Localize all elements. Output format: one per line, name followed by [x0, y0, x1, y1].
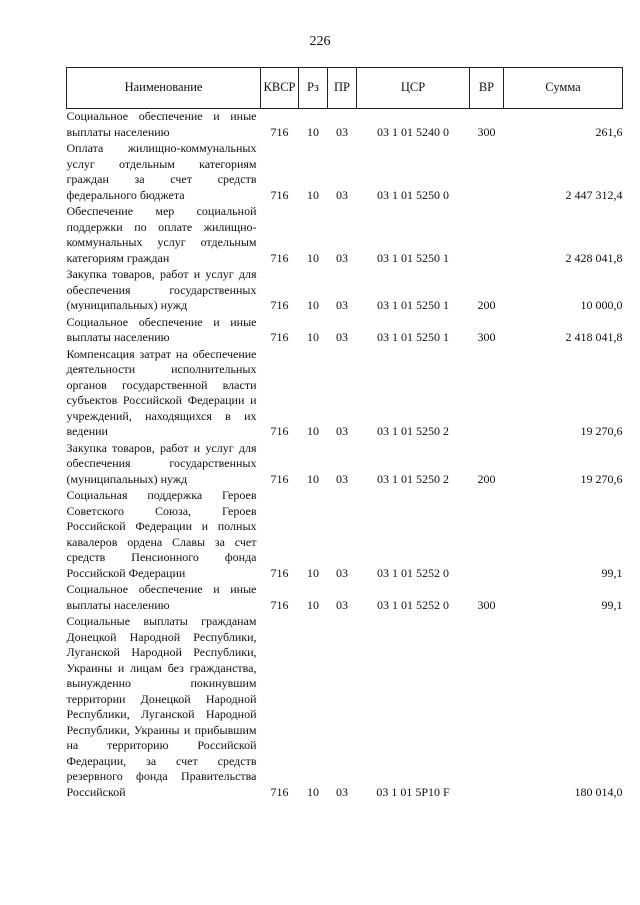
- header-csr: ЦСР: [357, 68, 470, 109]
- header-rz: Рз: [299, 68, 328, 109]
- cell-rz: 10: [307, 124, 319, 139]
- cell-pr: 03: [336, 250, 348, 265]
- cell-pr: 03: [336, 471, 348, 486]
- table-row: [67, 204, 623, 267]
- cell-kvsr: 716: [270, 424, 289, 438]
- cell-pr: 03: [336, 424, 348, 438]
- cell-csr: 03 1 01 5250 2: [377, 471, 449, 486]
- table-row: [67, 347, 623, 441]
- cell-vr: 300: [477, 124, 496, 139]
- cell-kvsr: 716: [270, 124, 289, 139]
- budget-table: [66, 67, 623, 801]
- cell-sum: 2 428 041,8: [565, 250, 623, 265]
- cell-pr: 03: [336, 187, 348, 202]
- cell-csr: 03 1 01 5250 1: [377, 250, 449, 265]
- table-row: [67, 267, 623, 315]
- cell-sum: 19 270,6: [580, 424, 623, 438]
- table-row: [67, 488, 623, 582]
- header-pr: ПР: [328, 68, 357, 109]
- cell-pr: 03: [336, 597, 348, 612]
- cell-csr: 03 1 01 5250 2: [377, 424, 449, 438]
- cell-kvsr: 716: [270, 187, 289, 202]
- cell-rz: 10: [307, 565, 319, 580]
- cell-name: Закупка товаров, работ и услуг для обеспечения государственных (муниципальных) нужд: [66, 440, 257, 486]
- cell-rz: 10: [307, 784, 319, 799]
- cell-kvsr: 716: [270, 471, 289, 486]
- cell-sum: 19 270,6: [580, 471, 623, 486]
- cell-name: Закупка товаров, работ и услуг для обеспечения государственных (муниципальных) нужд: [66, 267, 257, 312]
- cell-rz: 10: [307, 298, 319, 312]
- cell-csr: 03 1 01 5250 1: [377, 298, 449, 312]
- cell-csr: 03 1 01 5240 0: [377, 124, 449, 139]
- cell-sum: 10 000,0: [580, 298, 623, 312]
- table-row: [67, 614, 623, 801]
- cell-sum: 2 447 312,4: [565, 187, 623, 202]
- table-row: [67, 315, 623, 347]
- cell-pr: 03: [336, 784, 348, 799]
- cell-rz: 10: [307, 187, 319, 202]
- cell-kvsr: 716: [270, 784, 289, 799]
- cell-vr: 200: [477, 298, 496, 312]
- cell-kvsr: 716: [270, 298, 289, 312]
- cell-name: Социальная поддержка Героев Советского Союза, Героев Российской Федерации и полных кавалеров ордена Славы за счет средств Пенсионного фонда Российской Федерации: [66, 488, 257, 580]
- cell-vr: [470, 141, 504, 204]
- table-row: [67, 582, 623, 614]
- cell-sum: 261,6: [595, 124, 623, 139]
- cell-pr: 03: [336, 124, 348, 139]
- cell-kvsr: 716: [270, 250, 289, 265]
- cell-rz: 10: [307, 330, 319, 344]
- cell-rz: 10: [307, 471, 319, 486]
- cell-csr: 03 1 01 5250 0: [377, 187, 449, 202]
- cell-csr: 03 1 01 5250 1: [377, 330, 449, 344]
- table-row: [67, 109, 623, 142]
- table-header-row: [67, 68, 623, 109]
- cell-pr: 03: [336, 298, 348, 312]
- cell-rz: 10: [307, 424, 319, 438]
- cell-sum: 99,1: [601, 565, 623, 580]
- cell-rz: 10: [307, 250, 319, 265]
- header-sum: Сумма: [504, 68, 623, 109]
- header-vr: ВР: [470, 68, 504, 109]
- cell-vr: 300: [477, 330, 496, 344]
- cell-vr: 200: [477, 471, 496, 486]
- cell-name: Оплата жилищно-коммунальных услуг отдельным категориям граждан за счет средств федерального бюджета: [66, 141, 257, 202]
- cell-vr: [470, 488, 504, 582]
- cell-csr: 03 1 01 5252 0: [377, 597, 449, 612]
- cell-kvsr: 716: [270, 565, 289, 580]
- cell-rz: 10: [307, 597, 319, 612]
- cell-sum: 2 418 041,8: [565, 330, 623, 344]
- cell-vr: [470, 347, 504, 441]
- cell-vr: 300: [477, 597, 496, 612]
- cell-kvsr: 716: [270, 330, 289, 344]
- cell-vr: [470, 614, 504, 801]
- cell-name: Социальное обеспечение и иные выплаты населению: [66, 582, 257, 612]
- cell-csr: 03 1 01 5252 0: [377, 565, 449, 580]
- cell-name: Социальное обеспечение и иные выплаты населению: [66, 314, 257, 344]
- cell-csr: 03 1 01 5Р10 F: [376, 784, 450, 799]
- cell-name: Компенсация затрат на обеспечение деятельности исполнительных органов государственной власти субъектов Российской Федерации и учреждений, находящихся в их ведении: [66, 346, 257, 438]
- table-row: [67, 441, 623, 489]
- cell-kvsr: 716: [270, 597, 289, 612]
- cell-name: Социальные выплаты гражданам Донецкой Народной Республики, Луганской Народной Республики, Украины и лицам без гражданства, вынужденно покинувшим территории Донецкой Народной Республики, Луганской Народной Республики, Украины и прибывшим на территорию Российской Федерации, за счет средств резервного фонда Правительства Российской: [66, 614, 257, 799]
- header-kvsr: КВСР: [261, 68, 299, 109]
- cell-name: Обеспечение мер социальной поддержки по оплате жилищно-коммунальных услуг отдельным категориям граждан: [66, 204, 257, 265]
- header-name: Наименование: [67, 68, 261, 109]
- cell-vr: [470, 204, 504, 267]
- cell-sum: 99,1: [601, 597, 623, 612]
- table-row: [67, 141, 623, 204]
- cell-pr: 03: [336, 330, 348, 344]
- page-number: 226: [309, 34, 331, 49]
- cell-sum: 180 014,0: [574, 784, 623, 799]
- cell-name: Социальное обеспечение и иные выплаты населению: [66, 109, 257, 139]
- cell-pr: 03: [336, 565, 348, 580]
